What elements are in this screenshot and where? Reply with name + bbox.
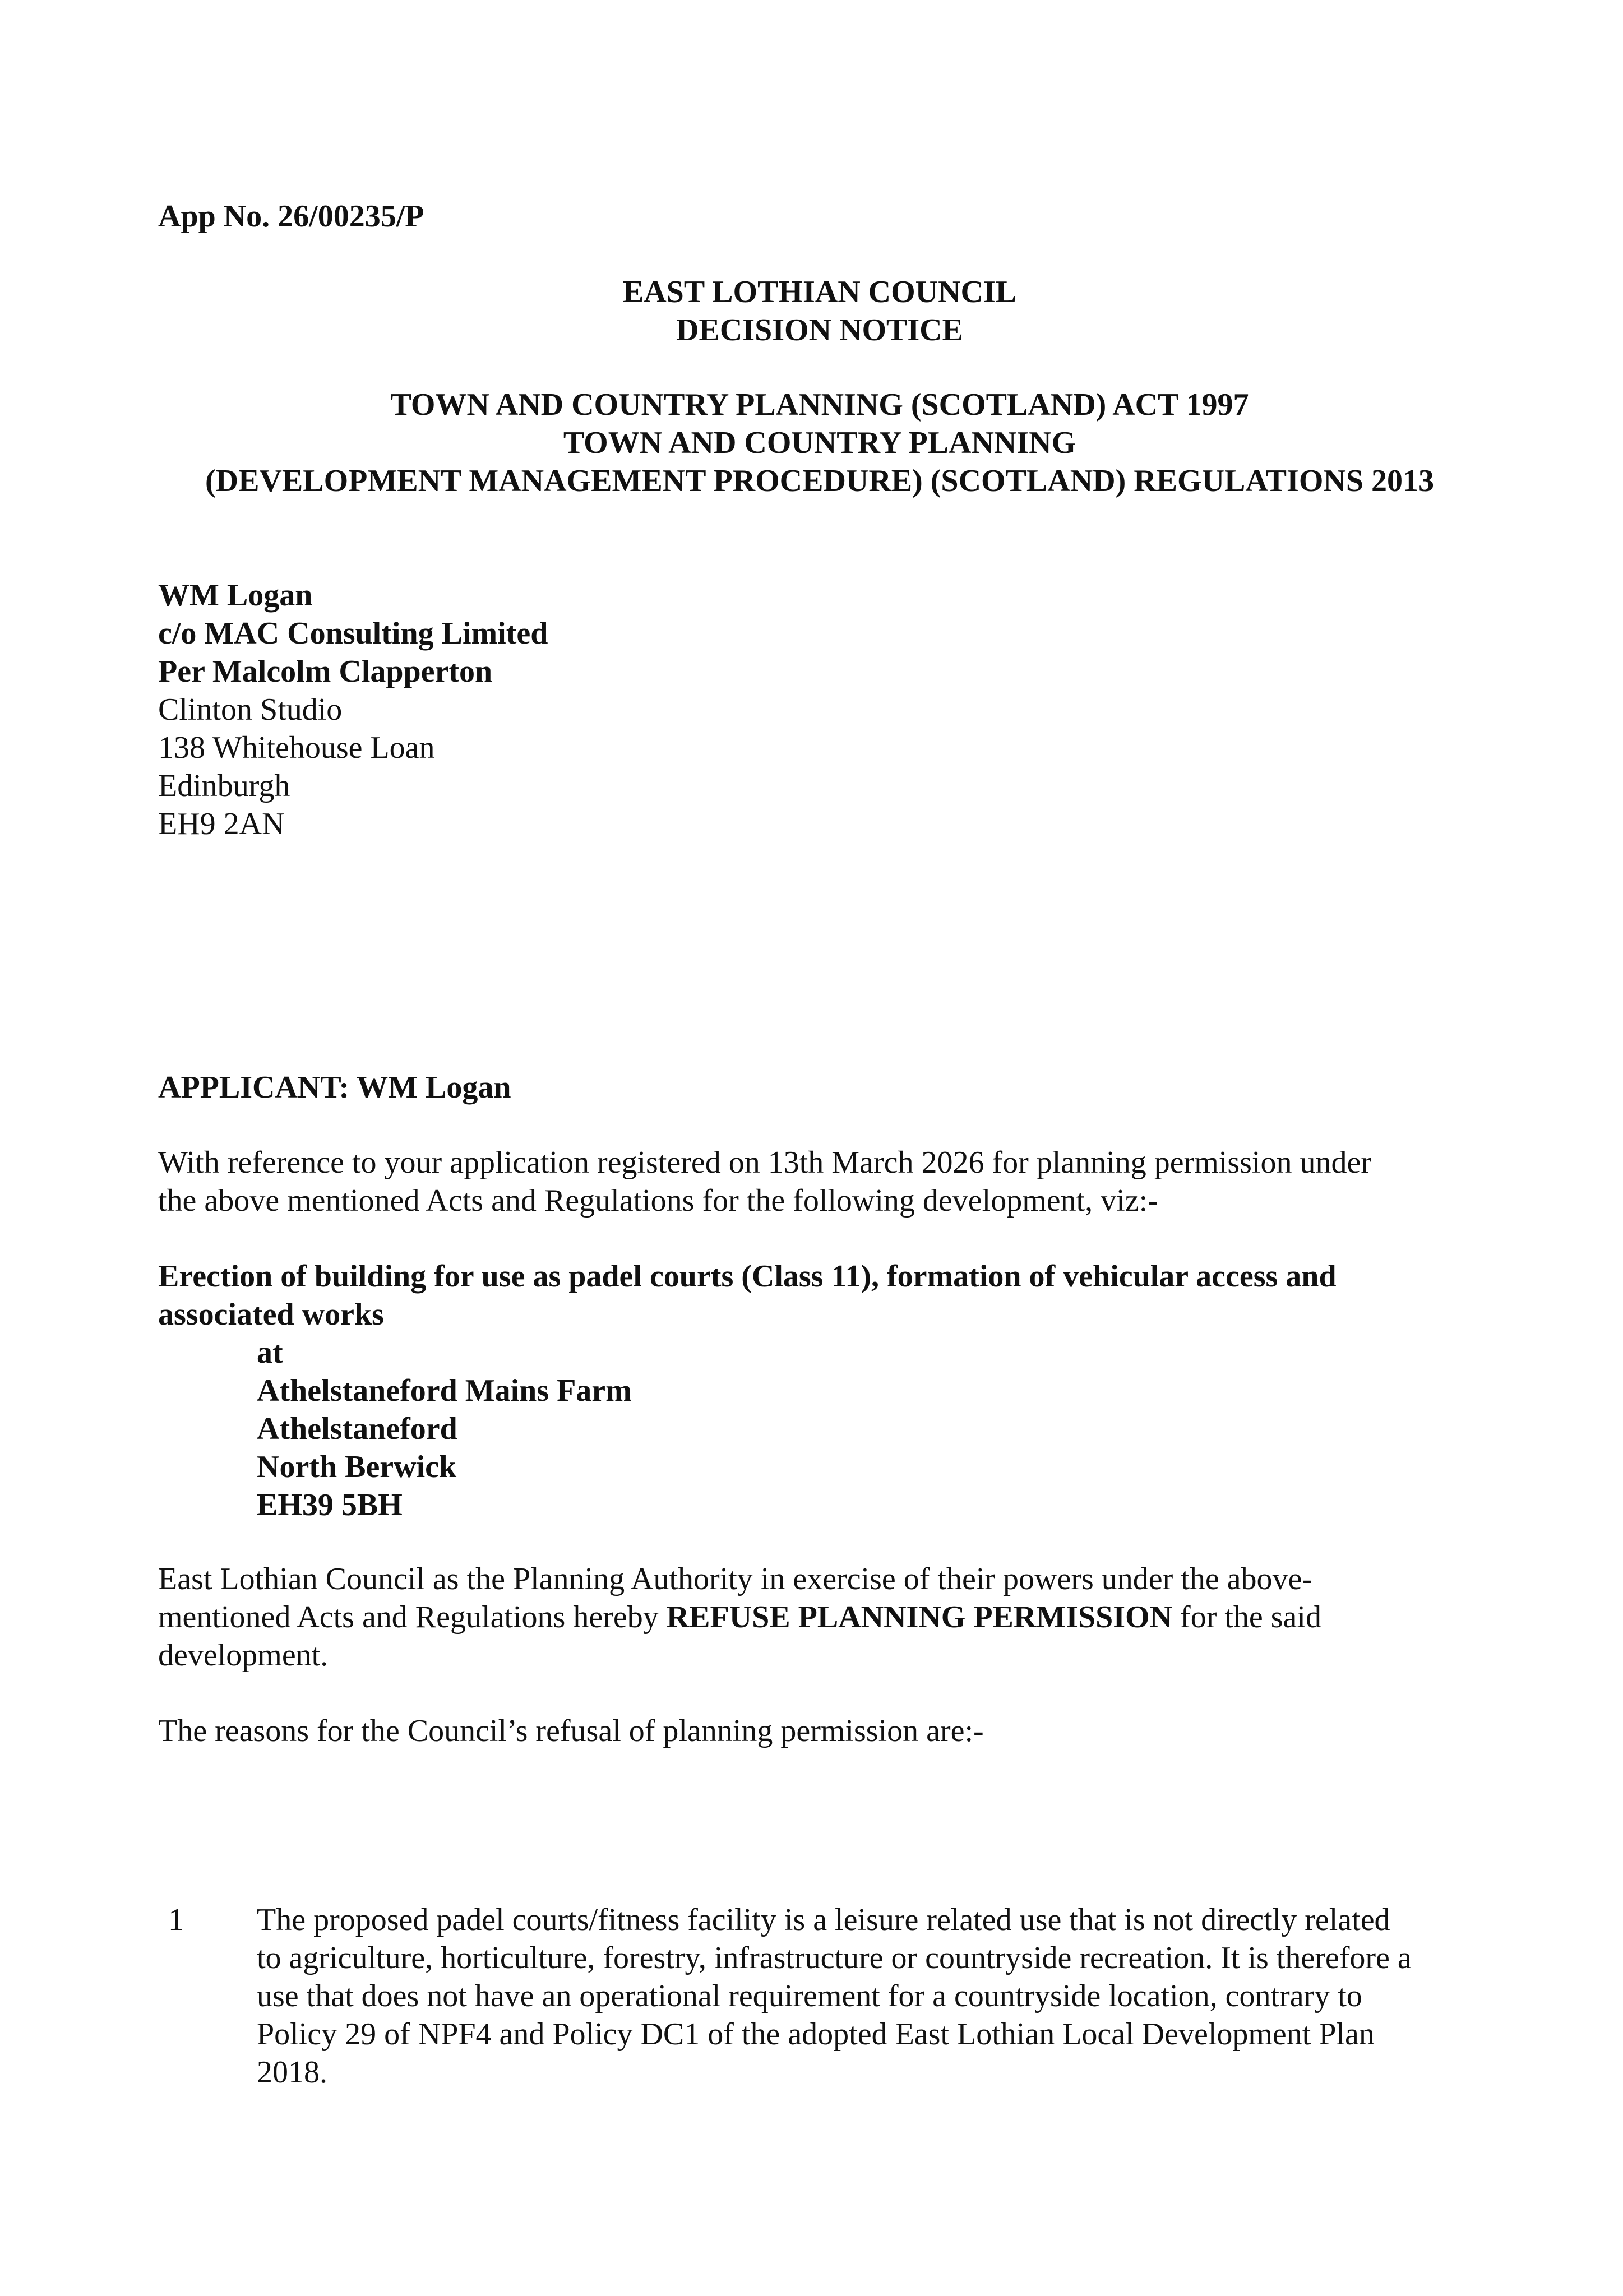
recipient-per: Per Malcolm Clapperton <box>158 654 493 689</box>
reference-line-2: the above mentioned Acts and Regulations for the following development, viz:- <box>158 1183 1158 1218</box>
decision-line-2-pre: mentioned Acts and Regulations hereby <box>158 1600 667 1635</box>
application-number: App No. 26/00235/P <box>158 199 424 234</box>
recipient-name: WM Logan <box>158 578 313 613</box>
site-line-1: Athelstaneford Mains Farm <box>257 1373 632 1408</box>
decision-line-3: development. <box>158 1638 329 1673</box>
reference-line-1: With reference to your application registered on 13th March 2026 for planning permission under <box>158 1145 1371 1180</box>
development-line-2: associated works <box>158 1297 384 1332</box>
recipient-address <box>158 576 1481 843</box>
site-at: at <box>257 1335 283 1370</box>
reference-paragraph <box>158 1144 1481 1220</box>
decision-line-2-post: for the said <box>1172 1600 1321 1635</box>
decision-paragraph <box>158 1560 1481 1674</box>
act-line-3: (DEVELOPMENT MANAGEMENT PROCEDURE) (SCOTLAND) REGULATIONS 2013 <box>205 464 1434 498</box>
decision-line-2 <box>158 1598 1481 1636</box>
site-line-3: North Berwick <box>257 1450 457 1484</box>
development-site <box>257 1334 1378 1524</box>
notice-type: DECISION NOTICE <box>676 313 963 348</box>
council-heading <box>158 273 1481 349</box>
address-postcode: EH9 2AN <box>158 807 285 841</box>
reason-number: 1 <box>168 1902 184 1937</box>
reasons-intro: The reasons for the Council’s refusal of planning permission are:- <box>158 1714 984 1748</box>
reason-line: use that does not have an operational requirement for a countryside location, contrary to <box>257 1979 1362 2013</box>
site-line-2: Athelstaneford <box>257 1411 457 1446</box>
decision-line-1: East Lothian Council as the Planning Authority in exercise of their powers under the above- <box>158 1562 1313 1596</box>
act-line-2: TOWN AND COUNTRY PLANNING <box>563 425 1076 460</box>
reason-line: The proposed padel courts/fitness facility is a leisure related use that is not directly related <box>257 1902 1390 1937</box>
reason-line: Policy 29 of NPF4 and Policy DC1 of the adopted East Lothian Local Development Plan <box>257 2017 1375 2052</box>
address-city: Edinburgh <box>158 769 290 803</box>
reason-line: to agriculture, horticulture, forestry, infrastructure or countryside recreation. It is therefore a <box>257 1941 1412 1975</box>
address-line-2: 138 Whitehouse Loan <box>158 730 435 765</box>
recipient-care-of: c/o MAC Consulting Limited <box>158 616 548 651</box>
reason-text <box>257 1901 1485 2091</box>
development-description <box>158 1257 1481 1334</box>
address-line-1: Clinton Studio <box>158 692 343 727</box>
act-line-1: TOWN AND COUNTRY PLANNING (SCOTLAND) ACT 1997 <box>390 387 1249 422</box>
decision-outcome: REFUSE PLANNING PERMISSION <box>666 1600 1173 1635</box>
applicant-line: APPLICANT: WM Logan <box>158 1070 511 1105</box>
development-line-1: Erection of building for use as padel courts (Class 11), formation of vehicular access and <box>158 1259 1337 1294</box>
site-postcode: EH39 5BH <box>257 1488 403 1522</box>
reason-line: 2018. <box>257 2055 327 2090</box>
acts-heading <box>158 386 1481 500</box>
council-name: EAST LOTHIAN COUNCIL <box>622 275 1017 309</box>
